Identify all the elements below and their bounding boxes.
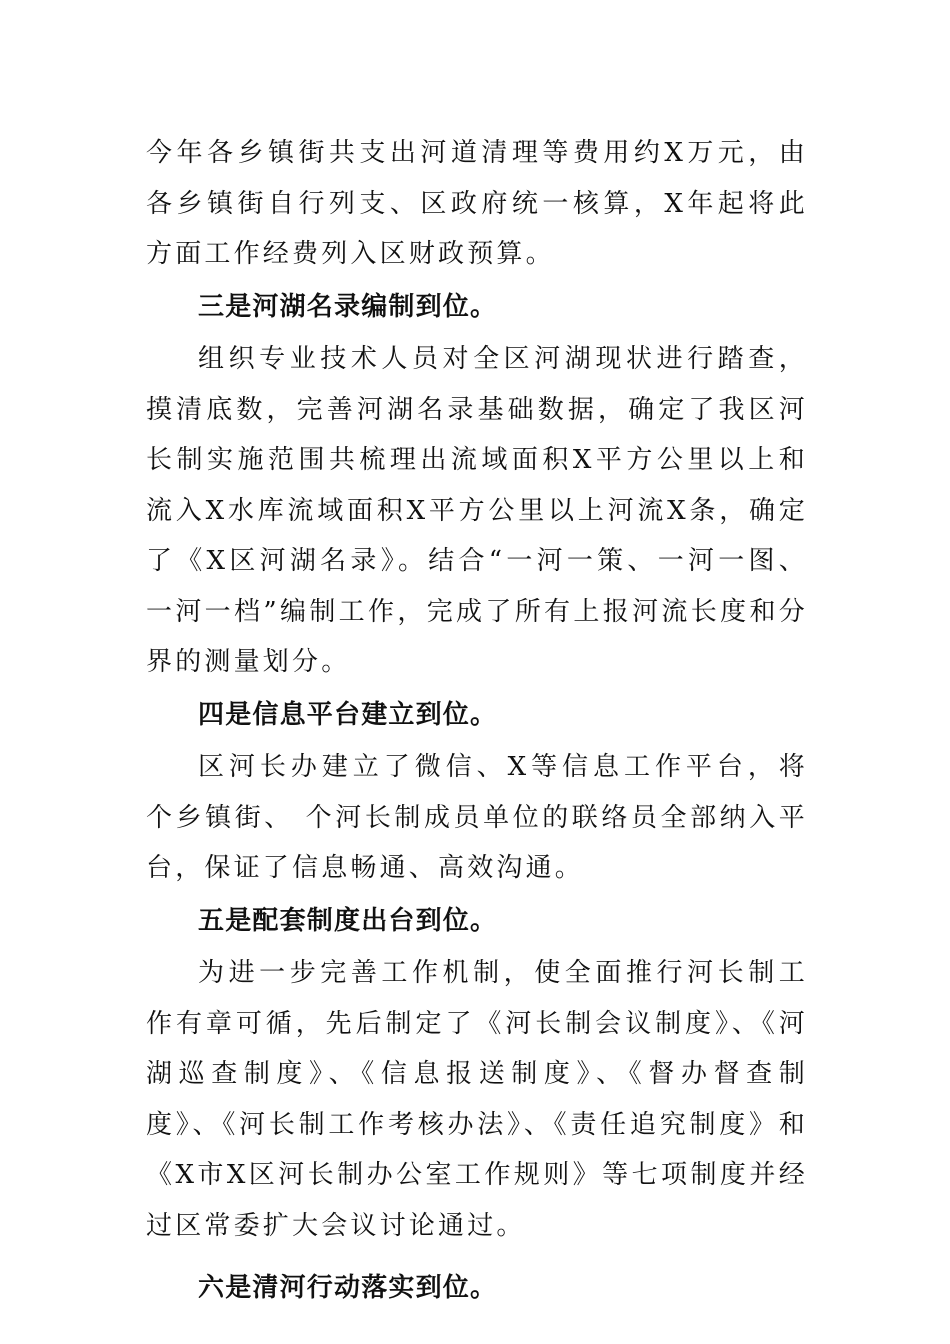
section-heading-6: 六是清河行动落实到位。 [198, 1273, 498, 1303]
section-heading-5: 五是配套制度出台到位。 [198, 905, 498, 936]
section-heading-3: 三是河湖名录编制到位。 [198, 291, 498, 322]
paragraph-info-platform: 区河长办建立了微信、X等信息工作平台，将 个乡镇街、 个河长制成员单位的联络员全部纳入平台，保证了信息畅通、高效沟通。 [146, 752, 808, 883]
paragraph-supporting-rules: 为进一步完善工作机制，使全面推行河长制工作有章可循，先后制定了《河长制会议制度》、《河湖巡查制度》、《信息报送制度》、《督办督查制度》、《河长制工作考核办法》、《责任追究制度》和《X市X区河长制办公室工作规则》等七项制度并经过区常委扩大会议讨论通过。 [146, 958, 808, 1241]
paragraph-river-directory: 组织专业技术人员对全区河湖现状进行踏查，摸清底数，完善河湖名录基础数据，确定了我区河长制实施范围共梳理出流域面积X平方公里以上和流入X水库流域面积X平方公里以上河流X条，确定了《X区河湖名录》。结合“一河一策、一河一图、一河一档”编制工作，完成了所有上报河流长度和分界的测量划分。 [146, 344, 808, 677]
paragraph-continuation: 今年各乡镇街共支出河道清理等费用约X万元，由各乡镇街自行列支、区政府统一核算，X年起将此方面工作经费列入区财政预算。 [146, 138, 808, 269]
section-heading-4: 四是信息平台建立到位。 [198, 699, 498, 730]
document-body [146, 128, 808, 1316]
